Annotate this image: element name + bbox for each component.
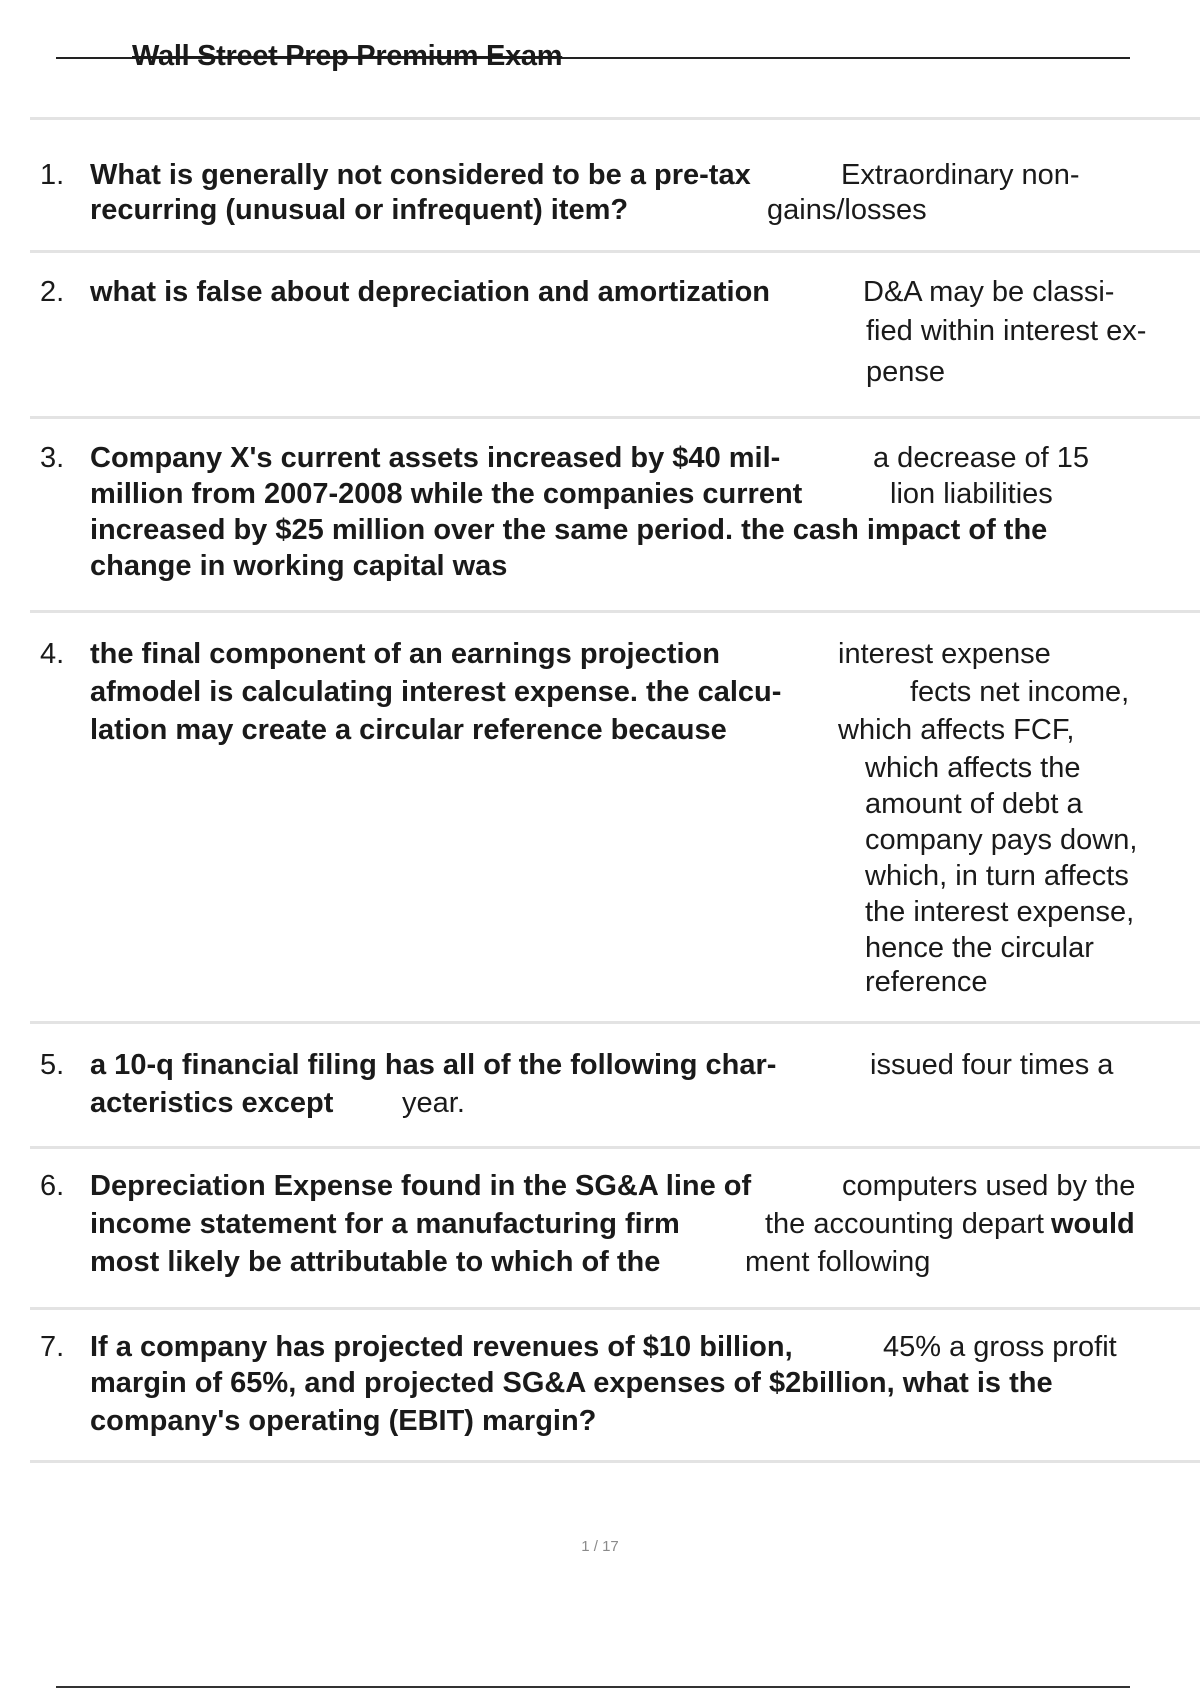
question-text-line: What is generally not considered to be a pre-tax — [90, 159, 751, 191]
answer-text-line: fects net income, — [910, 676, 1130, 708]
question-text-line: margin of 65%, and projected SG&A expenses of $2billion, what is the — [90, 1367, 1053, 1399]
answer-text-line: company pays down, — [865, 824, 1138, 856]
question-text-line: most likely be attributable to which of the — [90, 1246, 661, 1278]
question-number: 6. — [40, 1170, 65, 1202]
answer-text-line: hence the circular — [865, 932, 1094, 964]
page-title: Wall Street Prep Premium Exam — [132, 40, 563, 72]
qa-item-7 — [30, 1307, 1200, 1463]
qa-list — [30, 117, 1200, 1463]
answer-text-line: 45% a gross profit — [883, 1331, 1117, 1363]
answer-text-line: year. — [402, 1087, 465, 1119]
question-text-line: income statement for a manufacturing firm — [90, 1208, 680, 1240]
question-text-line: Company X's current assets increased by $40 mil- — [90, 442, 781, 474]
answer-text-line: which, in turn affects — [865, 860, 1129, 892]
answer-text-line: a decrease of 15 — [873, 442, 1090, 474]
answer-text-line: gains/losses — [767, 194, 927, 226]
question-text-line: what is false about depreciation and amortization — [90, 276, 770, 308]
answer-text-line: which affects FCF, — [838, 714, 1075, 746]
qa-item-2 — [30, 250, 1200, 416]
question-text-line: million from 2007-2008 while the companies current — [90, 478, 803, 510]
question-number: 5. — [40, 1049, 65, 1081]
footer-rule — [56, 1686, 1130, 1688]
page-number: 1 / 17 — [581, 1538, 619, 1555]
answer-text-line: the interest expense, — [865, 896, 1135, 928]
answer-text-line: reference — [865, 966, 988, 998]
question-text-line: acteristics except — [90, 1087, 334, 1119]
answer-text-line: pense — [866, 356, 946, 388]
question-number: 1. — [40, 159, 65, 191]
question-text-line: lation may create a circular reference because — [90, 714, 727, 746]
question-text-line: a 10-q financial filing has all of the following char- — [90, 1049, 777, 1081]
answer-text-line: computers used by the — [842, 1170, 1136, 1202]
page-header — [56, 40, 1130, 70]
question-text-line: company's operating (EBIT) margin? — [90, 1405, 597, 1437]
answer-text-line: Extraordinary non- — [841, 159, 1080, 191]
question-text-line: recurring (unusual or infrequent) item? — [90, 194, 629, 226]
answer-text-line: interest expense — [838, 638, 1051, 670]
answer-text-line: D&A may be classi- — [863, 276, 1115, 308]
answer-text-line: the accounting depart — [765, 1208, 1044, 1240]
answer-text-line: ment following — [745, 1246, 931, 1278]
qa-item-5 — [30, 1021, 1200, 1146]
question-text-line: If a company has projected revenues of $10 billion, — [90, 1331, 793, 1363]
answer-text-line: issued four times a — [870, 1049, 1114, 1081]
question-text-line: increased by $25 million over the same period. the cash impact of the — [90, 514, 1048, 546]
qa-item-1 — [30, 117, 1200, 250]
answer-text-line: amount of debt a — [865, 788, 1083, 820]
question-number: 2. — [40, 276, 65, 308]
answer-text-line: which affects the — [865, 752, 1081, 784]
qa-item-4 — [30, 610, 1200, 1021]
question-text-line: the final component of an earnings projection — [90, 638, 720, 670]
answer-text-line: lion liabilities — [890, 478, 1053, 510]
answer-text-line: fied within interest ex- — [866, 315, 1147, 347]
answer-text-line: would — [1051, 1208, 1135, 1240]
question-text-line: afmodel is calculating interest expense. the calcu- — [90, 676, 782, 708]
question-number: 7. — [40, 1331, 65, 1363]
qa-item-6 — [30, 1146, 1200, 1307]
question-number: 4. — [40, 638, 65, 670]
qa-item-3 — [30, 416, 1200, 610]
question-text-line: Depreciation Expense found in the SG&A line of — [90, 1170, 752, 1202]
question-number: 3. — [40, 442, 65, 474]
question-text-line: change in working capital was — [90, 550, 508, 582]
